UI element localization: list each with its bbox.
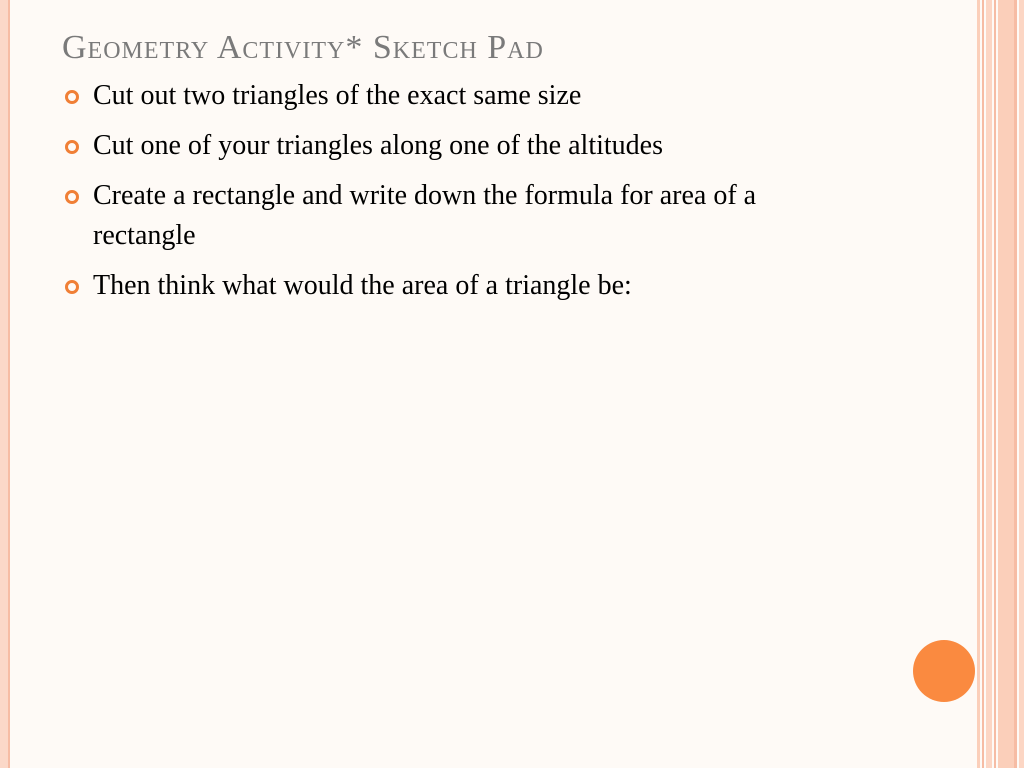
bullet-item xyxy=(60,76,860,116)
bullet-text: Then think what would the area of a triangle be: xyxy=(93,270,632,301)
bullet-circle-icon xyxy=(65,190,79,204)
bullet-item xyxy=(60,126,860,166)
right-stripe xyxy=(977,0,980,768)
bullet-circle-icon xyxy=(65,140,79,154)
bullet-text: Cut one of your triangles along one of the altitudes xyxy=(93,130,663,161)
bullet-item xyxy=(60,176,860,256)
bullet-circle-icon xyxy=(65,90,79,104)
right-stripe xyxy=(1019,0,1024,768)
right-stripe xyxy=(998,0,1014,768)
decorative-circle xyxy=(913,640,975,702)
bullet-circle-icon xyxy=(65,280,79,294)
bullet-text: Cut out two triangles of the exact same size xyxy=(93,80,582,111)
bullet-list xyxy=(60,76,860,316)
bullet-item xyxy=(60,266,860,306)
left-border-decoration xyxy=(0,0,8,768)
right-stripe xyxy=(994,0,996,768)
right-stripe xyxy=(1014,0,1017,768)
bullet-text: Create a rectangle and write down the formula for area of a rectangle xyxy=(93,180,757,251)
slide-title: Geometry Activity* Sketch Pad xyxy=(62,29,544,66)
right-stripe xyxy=(982,0,984,768)
left-border-line xyxy=(8,0,10,768)
right-stripe xyxy=(986,0,992,768)
